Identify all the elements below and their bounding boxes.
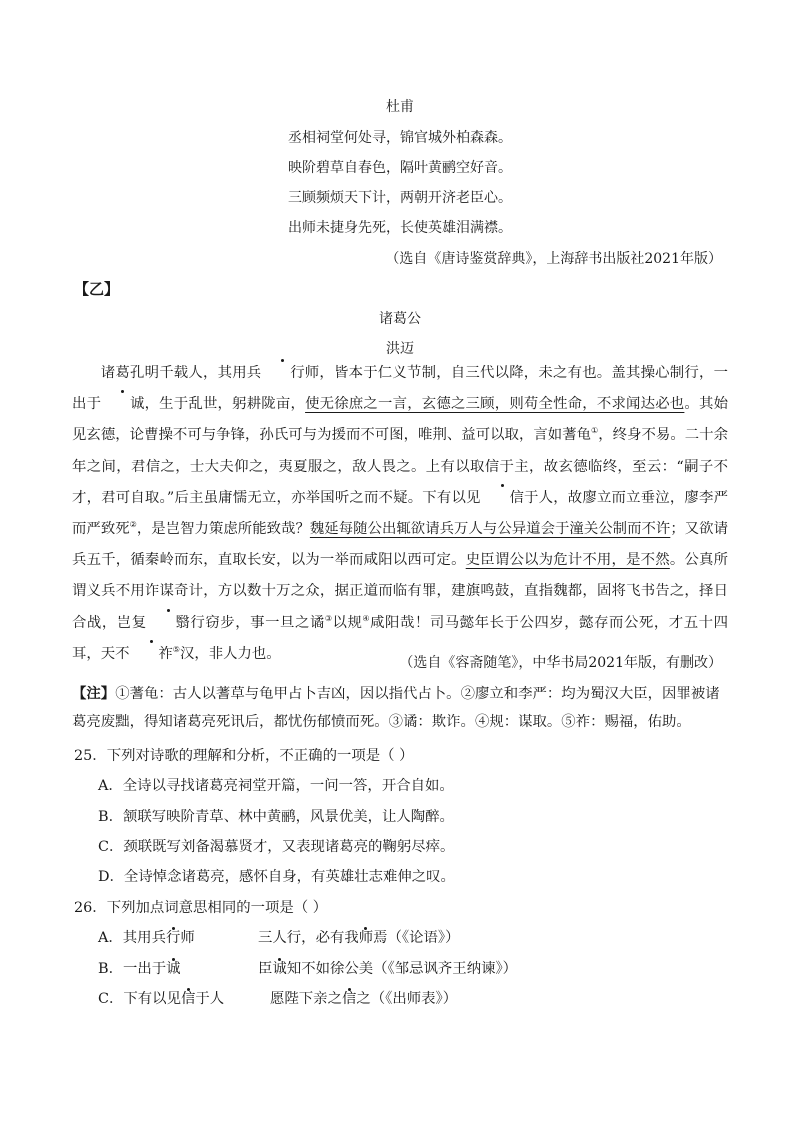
question-25-option-a: A．全诗以寻找诸葛亮祠堂开篇，一问一答，开合自如。 bbox=[98, 778, 454, 794]
essay-title: 诸葛公 bbox=[379, 311, 421, 327]
footnote-marker: ⑤ bbox=[172, 645, 180, 655]
footnote-marker: ④ bbox=[362, 613, 371, 623]
underlined-sentence: 魏延每随公出辄欲请兵万人与公异道会于潼关公制而不许 bbox=[309, 521, 671, 538]
essay-body: 诸葛孔明千载人，其用兵 行师，皆本于仁义节制，自三代以降，未之有也。盖其操心制行，一出于 诚，生于乱世，躬耕陇亩，使无徐庶之一言，玄德之三顾，则苟全性命，不求闻达必也。其始见玄德，论曹操不可与争锋，孙氏可与为援而不可图，唯荆、益可以取，言如蓍龟①，终身不易。二十余年之间，君信之，士大夫仰之，夷夏服之，敌人畏之。上有以取信于主，故玄德临终，至云：“嗣子不才，君可自取。”后主虽庸懦无立，亦举国听之而不疑。下有以见 信于人，故廖立而立垂泣，廖李严而严致死②，是岂智力策虑所能致哉？魏延每随公出辄欲请兵万人与公异道会于潼关公制而不许；又欲请兵五千，循秦岭而东，直取长安，以为一举而咸阳以西可定。史臣谓公以为危计不用，是不然。公真所谓义兵不用诈谋奇计，方以数十万之众，据正道而临有罪，建旗鸣鼓，直指魏都，固将飞书告之，择日合战，岂复 翳行窃步，事一旦之谲③以规④咸阳哉！司马懿年长于公四岁，懿存而公死，才五十四耳，天不 祚⑤汉，非人力也。 bbox=[72, 358, 728, 670]
poem-line-3: 三顾频烦天下计，两朝开济老臣心。 bbox=[288, 190, 512, 206]
dotted-char: 信 bbox=[481, 483, 524, 514]
footnote-marker: ① bbox=[591, 426, 599, 436]
dotted-char: 祚 bbox=[130, 639, 173, 670]
dotted-char: 诚 bbox=[166, 957, 180, 978]
essay-author: 洪迈 bbox=[386, 341, 414, 357]
note-label: 【注】 bbox=[72, 685, 116, 702]
footnote-marker: ③ bbox=[324, 613, 333, 623]
question-25-option-b: B．颔联写映阶青草、林中黄鹂，风景优美，让人陶醉。 bbox=[98, 809, 454, 825]
question-25-option-d: D．全诗悼念诸葛亮，感怀自身，有英雄壮志难伸之叹。 bbox=[98, 869, 455, 885]
dotted-char: 信 bbox=[181, 987, 195, 1008]
question-26-option-c: C．下有以见信于人 愿陛下亲之信之（《出师表》） bbox=[98, 987, 224, 1008]
question-26-stem: 26．下列加点词意思相同的一项是（ ） bbox=[74, 900, 328, 916]
dotted-char: 诚 bbox=[101, 389, 144, 420]
underlined-sentence: 史臣谓公以为危计不用，是不然 bbox=[465, 552, 670, 569]
question-25-stem: 25．下列对诗歌的理解和分析，不正确的一项是（ ） bbox=[74, 748, 414, 764]
dotted-char: 诚 bbox=[272, 957, 286, 978]
essay-source: （选自《容斋随笔》，中华书局2021年版，有删改） bbox=[399, 655, 722, 671]
dotted-char: 师 bbox=[359, 926, 373, 947]
poem-author: 杜甫 bbox=[386, 99, 414, 115]
question-26-option-b: B．一出于诚 臣诚知不如徐公美（《邹忌讽齐王纳谏》） bbox=[98, 957, 181, 978]
footnote-marker: ② bbox=[129, 520, 137, 530]
underlined-sentence: 使无徐庶之一言，玄德之三顾，则苟全性命，不求闻达必也 bbox=[305, 396, 685, 413]
section-label: 【乙】 bbox=[74, 280, 120, 298]
dotted-char: 行 bbox=[261, 358, 304, 389]
note-text: ①蓍龟：古人以蓍草与龟甲占卜吉凶，因以指代占卜。②廖立和李严：均为蜀汉大臣，因罪被诸葛亮废黜，得知诸葛亮死讯后，都忧伤郁愤而死。③谲：欺诈。④规：谋取。⑤祚：赐福，佑助。 bbox=[72, 686, 720, 730]
dotted-char: 翳 bbox=[147, 608, 190, 639]
question-26-option-a: A．其用兵行师 三人行，必有我师焉（《论语》） bbox=[98, 926, 195, 947]
question-25-option-c: C．颈联既写刘备渴慕贤才，又表现诸葛亮的鞠躬尽瘁。 bbox=[98, 839, 455, 855]
dotted-char: 行 bbox=[166, 926, 180, 947]
dotted-char: 信 bbox=[342, 987, 356, 1008]
annotation bbox=[72, 680, 728, 736]
poem-line-2: 映阶碧草自春色，隔叶黄鹂空好音。 bbox=[288, 160, 512, 176]
poem-source: （选自《唐诗鉴赏辞典》，上海辞书出版社2021年版） bbox=[385, 251, 722, 267]
poem-line-4: 出师未捷身先死，长使英雄泪满襟。 bbox=[288, 220, 512, 236]
poem-line-1: 丞相祠堂何处寻，锦官城外柏森森。 bbox=[288, 130, 512, 146]
